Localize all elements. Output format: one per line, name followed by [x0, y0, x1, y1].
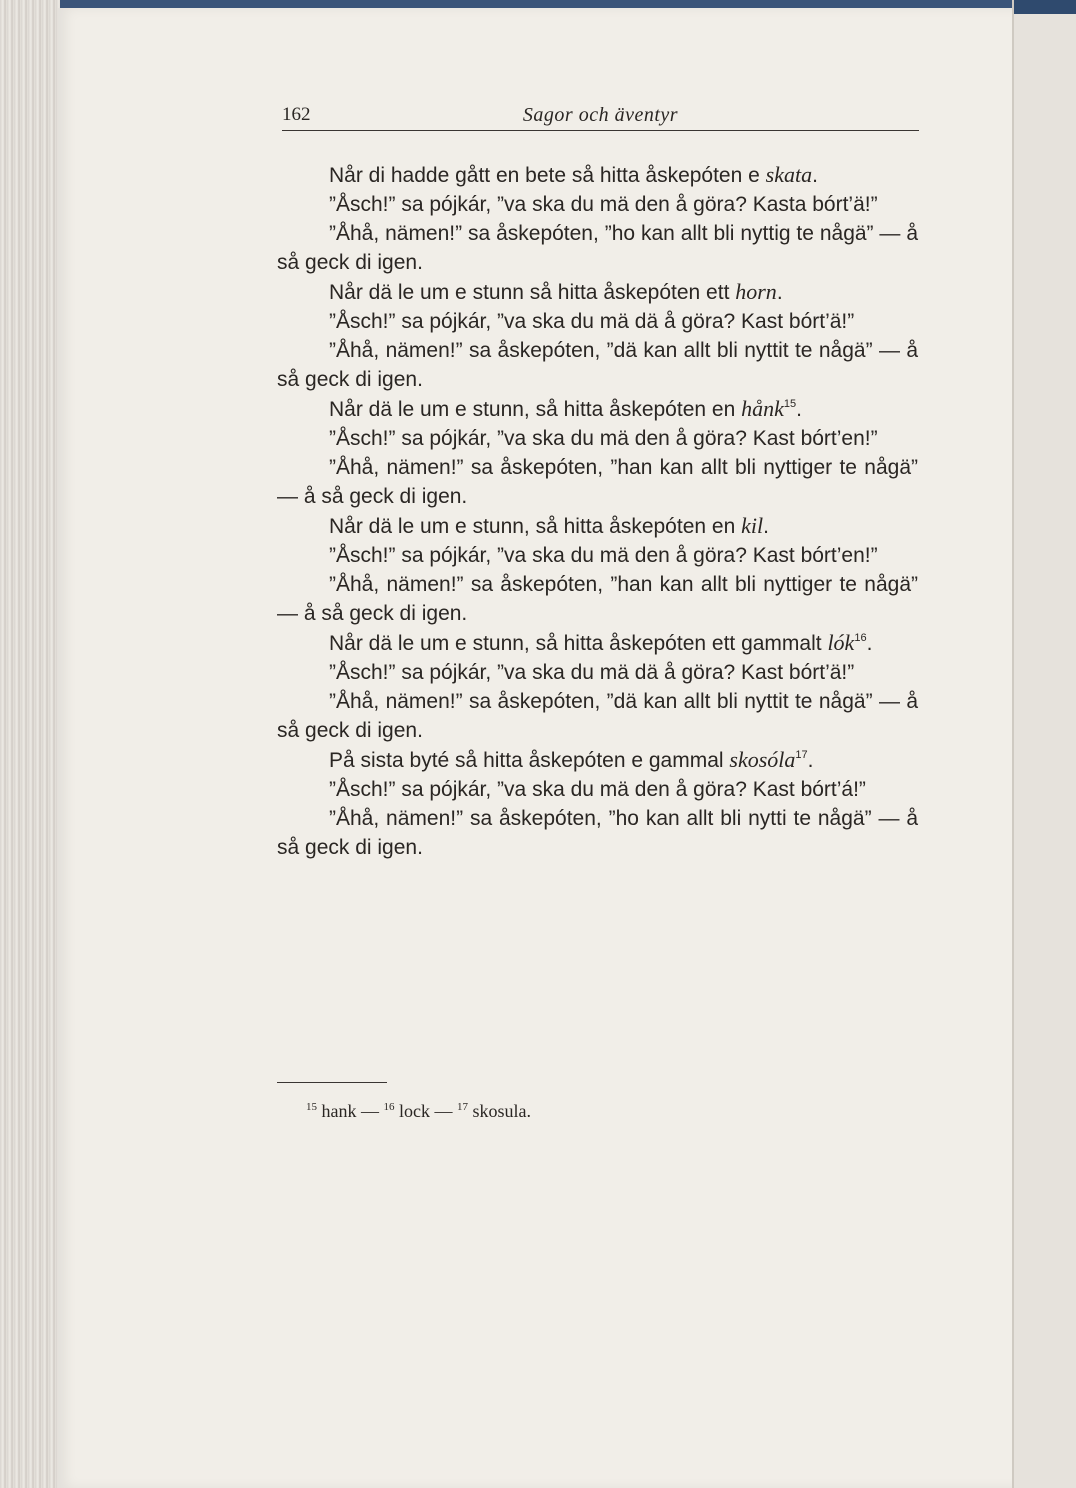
page-stack-edges	[0, 0, 60, 1488]
paragraph: ”Åsch!” sa pójkár, ”va ska du mä den å göra? Kast bórt’á!”	[329, 778, 866, 801]
book-cover-edge	[1012, 0, 1076, 1488]
paragraph: ”Åhå, nämen!” sa åskepóten, ”han kan allt bli nyttiger te någä” — å så geck di igen.	[277, 456, 918, 508]
footnote-text: hank	[321, 1101, 357, 1121]
header-rule	[282, 130, 919, 131]
paragraph: ”Åhå, nämen!” sa åskepóten, ”dä kan allt bli nyttit te någä” — å så geck di igen.	[277, 690, 918, 742]
paragraph: På sista byté så hitta åskepóten e gammal skosóla$^{17}$.	[329, 747, 814, 772]
footnote-text: skosula.	[472, 1101, 531, 1121]
footnote-separator: —	[361, 1101, 379, 1121]
footnote-number: 17	[457, 1101, 468, 1113]
footnote-text: lock	[399, 1101, 430, 1121]
body-text	[277, 160, 918, 862]
paragraph: ”Åsch!” sa pójkár, ”va ska du mä den å göra? Kast bórt’en!”	[329, 544, 878, 567]
footnote-number: 15	[306, 1101, 317, 1113]
paragraph: ”Åhå, nämen!” sa åskepóten, ”ho kan allt bli nyttig te någä” — å så geck di igen.	[277, 222, 918, 274]
book-cover-corner	[1014, 0, 1076, 14]
page-number: 162	[282, 104, 311, 125]
paragraph: ”Åsch!” sa pójkár, ”va ska du mä den å göra? Kast bórt’en!”	[329, 427, 878, 450]
paragraph: ”Åhå, nämen!” sa åskepóten, ”han kan allt bli nyttiger te någä” — å så geck di igen.	[277, 573, 918, 625]
paragraph: ”Åsch!” sa pójkár, ”va ska du mä dä å göra? Kast bórt’ä!”	[329, 310, 855, 333]
paragraph: ”Åsch!” sa pójkár, ”va ska du mä den å göra? Kasta bórt’ä!”	[329, 193, 878, 216]
footnote-separator: —	[434, 1101, 453, 1121]
paragraph: Når dä le um e stunn, så hitta åskepóten en kil.	[329, 513, 769, 538]
footnote-ref: 16	[854, 632, 867, 644]
paragraph: Når di hadde gått en bete så hitta åskepóten e skata.	[329, 162, 818, 187]
footnote-ref: 17	[795, 749, 808, 761]
footnote-number: 16	[383, 1101, 395, 1113]
footnote-ref: 15	[783, 398, 797, 410]
paragraph: Når dä le um e stunn så hitta åskepóten ett horn.	[329, 279, 783, 304]
page-header	[282, 104, 919, 134]
paragraph: Når dä le um e stunn, så hitta åskepóten en hånk$^{15}$.	[329, 396, 802, 421]
running-title: Sagor och äventyr	[522, 104, 679, 126]
paragraph: ”Åhå, nämen!” sa åskepóten, ”dä kan allt bli nyttit te någä” — å så geck di igen.	[277, 339, 918, 391]
book-top-edge	[0, 0, 1016, 8]
footnotes	[306, 1101, 531, 1122]
paragraph: Når dä le um e stunn, så hitta åskepóten ett gammalt lók$^{16}$.	[329, 630, 873, 655]
paragraph: ”Åsch!” sa pójkár, ”va ska du mä dä å göra? Kast bórt’ä!”	[329, 661, 855, 684]
footnote-rule	[277, 1082, 387, 1083]
paragraph: ”Åhå, nämen!” sa åskepóten, ”ho kan allt bli nytti te någä” — å så geck di igen.	[277, 807, 918, 859]
